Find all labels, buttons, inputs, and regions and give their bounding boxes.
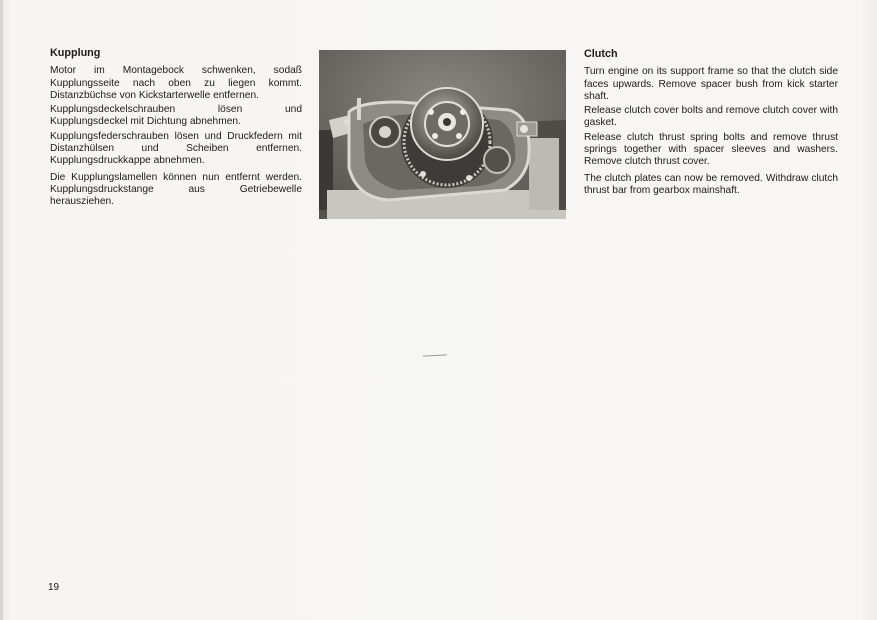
german-paragraph: Motor im Montagebock schwenken, sodaß Kupplungsseite nach oben zu liegen kommt. Distanzbüchse von Kickstarterwelle entfernen. [50, 65, 302, 101]
page-number: 19 [48, 582, 60, 593]
german-heading: Kupplung [50, 47, 101, 59]
scan-mark [423, 354, 447, 356]
german-paragraph: Die Kupplungslamellen können nun entfernt werden. Kupplungsdruckstange aus Getriebewelle herausziehen. [50, 171, 302, 208]
english-paragraph: The clutch plates can now be removed. Withdraw clutch thrust bar from gearbox mainshaft. [584, 172, 838, 196]
engine-clutch-illustration [319, 50, 566, 219]
english-section [584, 48, 838, 199]
english-paragraph: Release clutch thrust spring bolts and remove thrust springs together with spacer sleeves and washers. Remove clutch thrust cover. [584, 131, 838, 168]
german-paragraph: Kupplungsdeckelschrauben lösen und Kupplungsdeckel mit Dichtung abnehmen. [50, 104, 302, 128]
page-edge [0, 0, 3, 620]
english-paragraph: Release clutch cover bolts and remove clutch cover with gasket. [584, 105, 838, 129]
german-paragraph: Kupplungsfederschrauben lösen und Druckfedern mit Distanzhülsen und Scheiben entfernen. Kupplungsdruckkappe abnehmen. [50, 130, 302, 167]
english-heading: Clutch [584, 48, 618, 60]
engine-clutch-photo [319, 50, 566, 219]
english-paragraph: Turn engine on its support frame so that the clutch side faces upwards. Remove spacer bush from kick starter shaft. [584, 66, 838, 102]
german-section [50, 47, 302, 211]
